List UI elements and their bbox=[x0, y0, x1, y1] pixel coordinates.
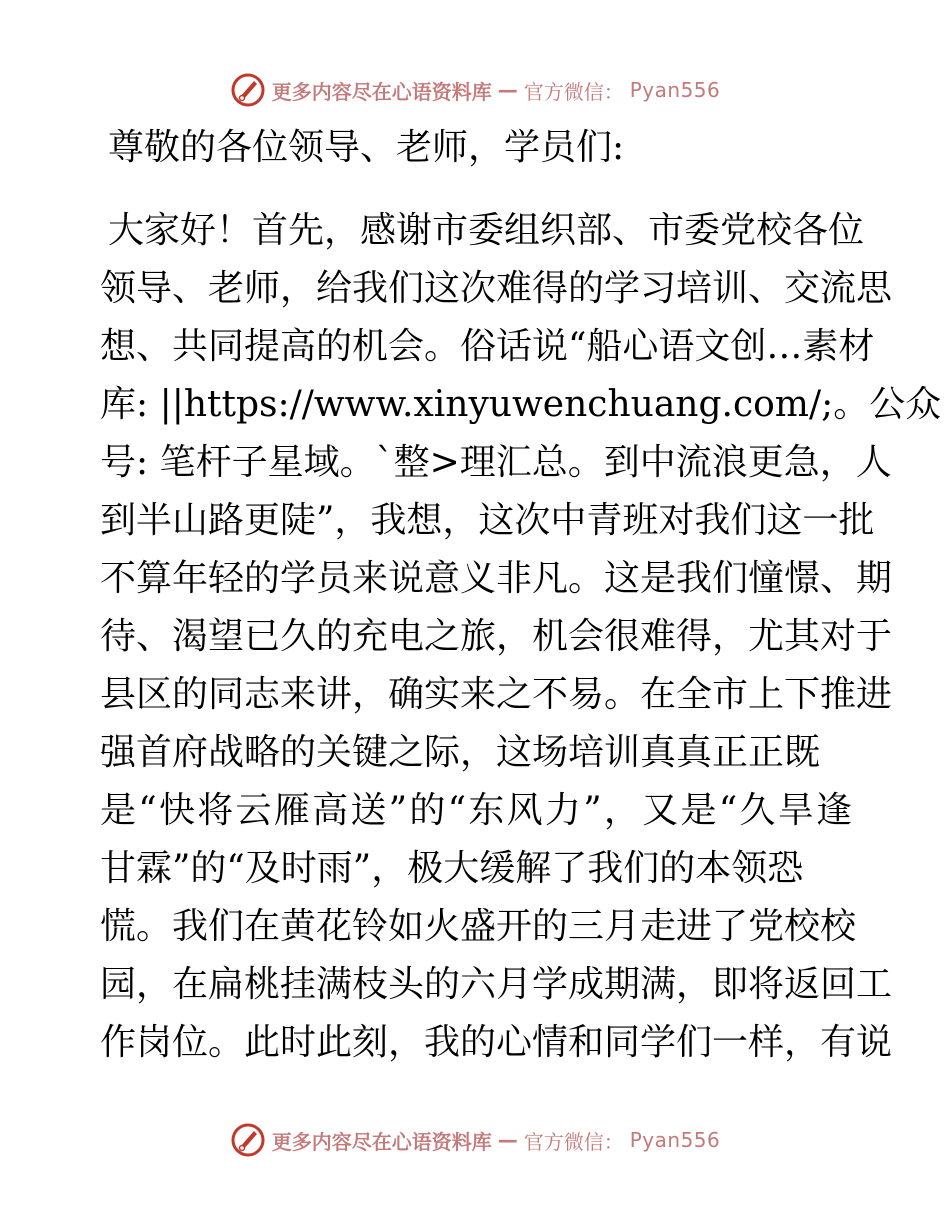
header-watermark bbox=[0, 68, 950, 112]
paragraph-line: 县区的同志来讲，确实来之不易。在全市上下推进 bbox=[100, 674, 893, 715]
paragraph-line: 是“快将云雁高送”的“东风力”，又是“久旱逢 bbox=[100, 790, 852, 831]
watermark-subtitle: 官方微信： bbox=[523, 79, 624, 104]
paragraph-line: 甘霖”的“及时雨”，极大缓解了我们的本领恐 bbox=[100, 848, 804, 889]
greeting-line: 尊敬的各位领导、老师，学员们: bbox=[108, 127, 625, 168]
paragraph-line: 库: ||https://www.xinyuwenchuang.com/;。公众 bbox=[100, 384, 942, 425]
paragraph bbox=[100, 202, 942, 1072]
brand-logo-icon bbox=[230, 72, 266, 108]
paragraph-line: 待、渴望已久的充电之旅，机会很难得，尤其对于 bbox=[100, 616, 893, 657]
paragraph-line: 园，在扁桃挂满枝头的六月学成期满，即将返回工 bbox=[100, 964, 893, 1005]
paragraph-line: 不算年轻的学员来说意义非凡。这是我们憧憬、期 bbox=[100, 558, 893, 599]
watermark-dash: — bbox=[497, 1128, 518, 1152]
watermark-title: 更多内容尽在心语资料库 bbox=[271, 79, 492, 104]
brand-logo-icon bbox=[230, 1122, 266, 1158]
watermark-wechat-id: Pyan556 bbox=[629, 1128, 721, 1152]
paragraph-line: 强首府战略的关键之际，这场培训真真正正既 bbox=[100, 732, 821, 773]
paragraph-line: 想、共同提高的机会。俗话说“船心语文创…素材 bbox=[100, 326, 875, 367]
paragraph-line: 号: 笔杆子星域。`整>理汇总。到中流浪更急，人 bbox=[100, 442, 892, 483]
document-body bbox=[100, 124, 942, 1072]
footer-watermark bbox=[0, 1118, 950, 1162]
watermark-wechat-id: Pyan556 bbox=[629, 78, 721, 102]
paragraph-line: 领导、老师，给我们这次难得的学习培训、交流思 bbox=[100, 268, 893, 309]
paragraph-line: 大家好！首先，感谢市委组织部、市委党校各位 bbox=[108, 210, 865, 251]
paragraph-line: 到半山路更陡”，我想，这次中青班对我们这一批 bbox=[100, 500, 875, 541]
paragraph-line: 慌。我们在黄花铃如火盛开的三月走进了党校校 bbox=[100, 906, 857, 947]
paragraph-line: 作岗位。此时此刻，我的心情和同学们一样，有说 bbox=[100, 1022, 893, 1063]
watermark-dash: — bbox=[497, 78, 518, 102]
watermark-title: 更多内容尽在心语资料库 bbox=[271, 1129, 492, 1154]
watermark-subtitle: 官方微信： bbox=[523, 1129, 624, 1154]
